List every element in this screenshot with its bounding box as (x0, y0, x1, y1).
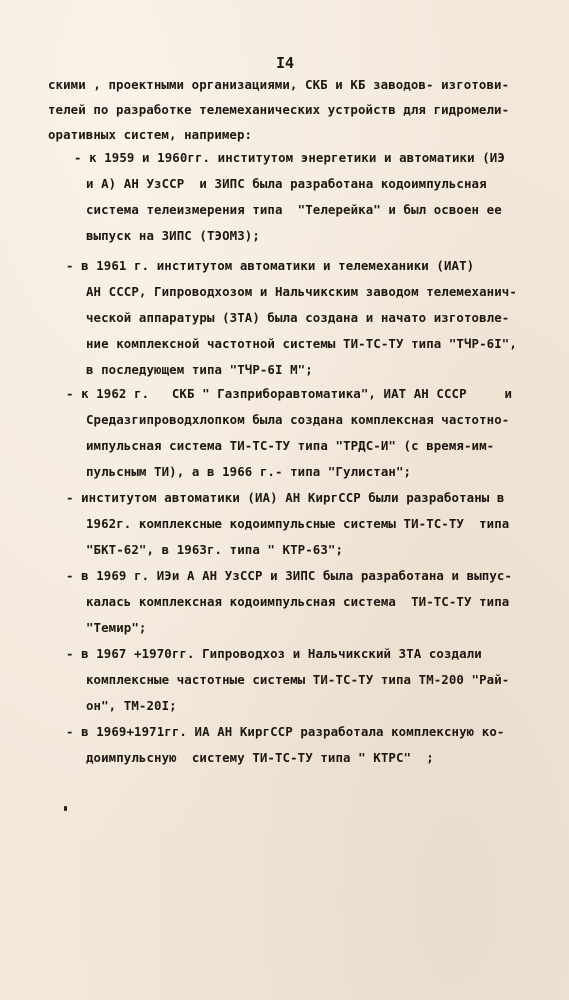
text-line: комплексные частотные системы ТИ-ТС-ТУ типа ТМ-200 "Рай- (86, 672, 510, 687)
text-line: АН СССР, Гипроводхозом и Нальчикским заводом телемеханич- (86, 284, 517, 299)
text-line: оративных систем, например: (48, 127, 253, 142)
text-line: - к 1962 г. СКБ " Газприборавтоматика", ИАТ АН СССР и (66, 386, 513, 401)
text-line: пульсным ТИ), а в 1966 г.- типа "Гулистан"; (86, 464, 412, 479)
text-line: ческой аппаратуры (ЗТА) была создана и начато изготовле- (86, 310, 510, 325)
text-line: - в 1969+1971гг. ИА АН КиргССР разработала комплексную ко- (66, 724, 505, 739)
text-line: Средазгипроводхлопком была создана комплексная частотно- (86, 412, 510, 427)
text-line: - в 1961 г. институтом автоматики и телемеханики (ИАТ) (66, 258, 475, 273)
text-line: - в 1967 +1970гг. Гипроводхоз и Нальчикский ЗТА создали (66, 646, 482, 661)
page-number: I4 (276, 54, 295, 72)
text-line: "Темир"; (86, 620, 147, 635)
text-line: - институтом автоматики (ИА) АН КиргССР были разработаны в (66, 490, 505, 505)
text-line: - в 1969 г. ИЭи А АН УзССР и ЗИПС была разработана и выпус- (66, 568, 513, 583)
text-line: телей по разработке телемеханических устройств для гидромели- (48, 102, 510, 117)
text-line: выпуск на ЗИПС (ТЭОМЗ); (86, 228, 260, 243)
text-line: импульсная система ТИ-ТС-ТУ типа "ТРДС-И" (с время-им- (86, 438, 495, 453)
text-line: скими , проектными организациями, СКБ и КБ заводов- изготови- (48, 77, 510, 92)
text-line: - к 1959 и 1960гг. институтом энергетики и автоматики (ИЭ (74, 150, 505, 165)
ink-mark (64, 806, 67, 811)
text-line: и А) АН УзССР и ЗИПС была разработана кодоимпульсная (86, 176, 487, 191)
text-line: калась комплексная кодоимпульсная система ТИ-ТС-ТУ типа (86, 594, 510, 609)
text-line: ние комплексной частотной системы ТИ-ТС-ТУ типа "ТЧР-6I", (86, 336, 517, 351)
text-line: 1962г. комплексные кодоимпульсные системы ТИ-ТС-ТУ типа (86, 516, 510, 531)
text-line: доимпульсную систему ТИ-ТС-ТУ типа " КТРС" ; (86, 750, 434, 765)
text-line: он", ТМ-20I; (86, 698, 177, 713)
text-line: "БКТ-62", в 1963г. типа " КТР-63"; (86, 542, 344, 557)
text-line: система телеизмерения типа "Телерейка" и был освоен ее (86, 202, 502, 217)
text-line: в последующем типа "ТЧР-6I М"; (86, 362, 313, 377)
